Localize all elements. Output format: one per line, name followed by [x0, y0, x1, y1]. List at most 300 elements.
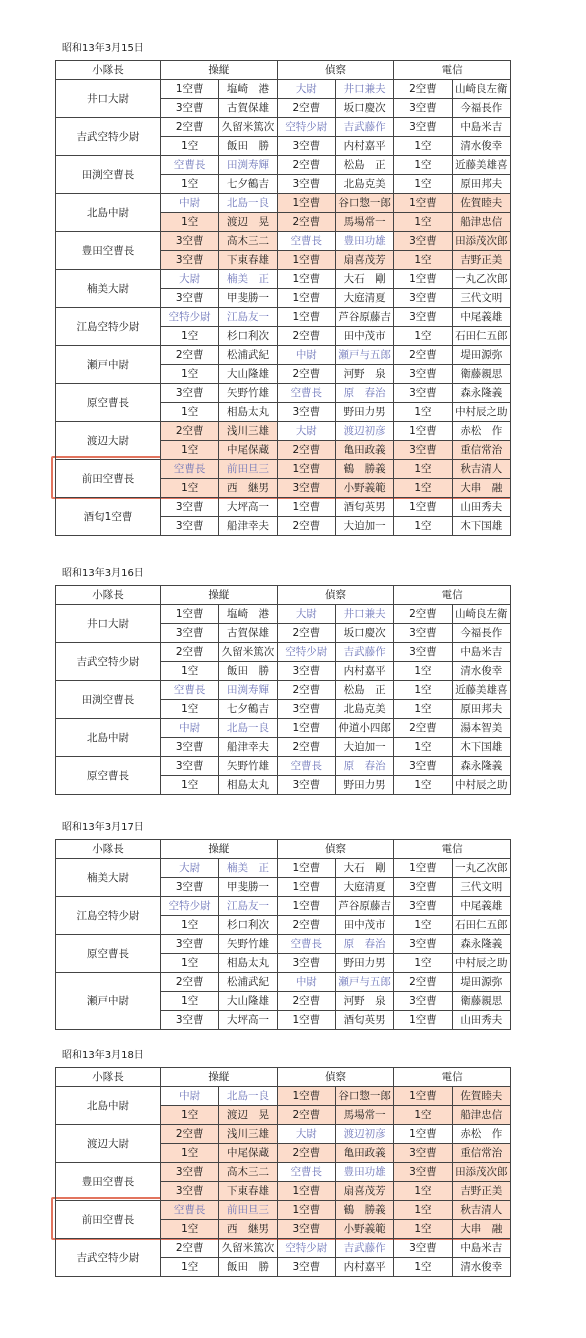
pilot-rank: 3空曹 [161, 624, 219, 643]
leader-cell: 楠美大尉 [56, 859, 161, 897]
radio-rank: 1空 [394, 460, 452, 479]
recon-rank: 大尉 [277, 605, 335, 624]
pilot-rank: 空特少尉 [161, 897, 219, 916]
radio-rank: 1空 [394, 954, 452, 973]
pilot-rank: 1空 [161, 479, 219, 498]
radio-name: 森永隆義 [452, 935, 510, 954]
table-row [56, 308, 511, 327]
recon-name: 大石 剛 [335, 270, 393, 289]
leader-cell: 渡辺大尉 [56, 422, 161, 460]
recon-name: 谷口惣一郎 [335, 1087, 393, 1106]
leader-cell: 前田空曹長 [56, 460, 161, 498]
pilot-name: 北島一良 [219, 194, 277, 213]
recon-rank: 1空曹 [277, 897, 335, 916]
pilot-rank: 中尉 [161, 1087, 219, 1106]
radio-name: 原田邦夫 [452, 175, 510, 194]
pilot-name: 甲斐勝一 [219, 289, 277, 308]
recon-name: 馬場常一 [335, 213, 393, 232]
radio-name: 田添茂次郎 [452, 1163, 510, 1182]
pilot-rank: 1空 [161, 662, 219, 681]
leader-cell: 瀬戸中尉 [56, 973, 161, 1030]
pilot-rank: 3空曹 [161, 878, 219, 897]
table-row [56, 897, 511, 916]
pilot-name: 高木三二 [219, 1163, 277, 1182]
pilot-name: 江島友一 [219, 897, 277, 916]
radio-name: 佐賀睦夫 [452, 194, 510, 213]
leader-cell: 原空曹長 [56, 384, 161, 422]
radio-name: 石田仁五郎 [452, 327, 510, 346]
pilot-name: 松浦武紀 [219, 346, 277, 365]
recon-name: 原 春治 [335, 935, 393, 954]
radio-name: 中村辰之助 [452, 403, 510, 422]
pilot-name: 飯田 勝 [219, 662, 277, 681]
radio-name: 森永隆義 [452, 384, 510, 403]
pilot-name: 西 継男 [219, 479, 277, 498]
radio-name: 近藤美雄喜 [452, 681, 510, 700]
recon-name: 野田力男 [335, 403, 393, 422]
recon-rank: 1空曹 [277, 1087, 335, 1106]
radio-rank: 1空 [394, 156, 452, 175]
pilot-rank: 3空曹 [161, 517, 219, 536]
pilot-name: 中尾保蔵 [219, 1144, 277, 1163]
recon-rank: 2空曹 [277, 99, 335, 118]
pilot-name: 北島一良 [219, 719, 277, 738]
radio-rank: 1空曹 [394, 859, 452, 878]
pilot-name: 相島太丸 [219, 403, 277, 422]
header-leader: 小隊長 [56, 840, 161, 859]
recon-rank: 大尉 [277, 1125, 335, 1144]
schedule-table [55, 839, 511, 1030]
pilot-rank: 空曹長 [161, 460, 219, 479]
recon-name: 河野 泉 [335, 992, 393, 1011]
radio-rank: 2空曹 [394, 719, 452, 738]
table-row [56, 270, 511, 289]
radio-rank: 3空曹 [394, 1239, 452, 1258]
recon-rank: 3空曹 [277, 776, 335, 795]
pilot-rank: 2空曹 [161, 1125, 219, 1144]
radio-name: 田添茂次郎 [452, 232, 510, 251]
leader-cell: 井口大尉 [56, 80, 161, 118]
recon-name: 大庭清夏 [335, 878, 393, 897]
pilot-name: 浅川三雄 [219, 422, 277, 441]
recon-rank: 1空曹 [277, 308, 335, 327]
recon-name: 豊田功雄 [335, 232, 393, 251]
recon-name: 田中茂市 [335, 327, 393, 346]
radio-name: 赤松 作 [452, 1125, 510, 1144]
pilot-name: 船津幸夫 [219, 738, 277, 757]
header-row [56, 840, 511, 859]
pilot-rank: 3空曹 [161, 384, 219, 403]
recon-rank: 1空曹 [277, 194, 335, 213]
pilot-rank: 2空曹 [161, 422, 219, 441]
pilot-rank: 1空 [161, 137, 219, 156]
pilot-rank: 空曹長 [161, 156, 219, 175]
radio-rank: 2空曹 [394, 973, 452, 992]
pilot-rank: 1空曹 [161, 605, 219, 624]
radio-name: 中村辰之助 [452, 776, 510, 795]
leader-cell: 前田空曹長 [56, 1201, 161, 1239]
radio-rank: 1空 [394, 479, 452, 498]
pilot-rank: 2空曹 [161, 118, 219, 137]
leader-cell: 北島中尉 [56, 194, 161, 232]
pilot-rank: 1空 [161, 1220, 219, 1239]
radio-rank: 3空曹 [394, 441, 452, 460]
table-row [56, 605, 511, 624]
pilot-rank: 中尉 [161, 719, 219, 738]
section-date: 昭和13年3月16日 [62, 568, 144, 579]
recon-name: 野田力男 [335, 954, 393, 973]
pilot-rank: 1空 [161, 1144, 219, 1163]
radio-name: 近藤美雄喜 [452, 156, 510, 175]
leader-cell: 原空曹長 [56, 757, 161, 795]
pilot-rank: 2空曹 [161, 643, 219, 662]
pilot-rank: 中尉 [161, 194, 219, 213]
radio-name: 湯本智美 [452, 719, 510, 738]
recon-name: 小野義範 [335, 1220, 393, 1239]
pilot-name: 久留米篤次 [219, 643, 277, 662]
radio-name: 山崎良左衛 [452, 605, 510, 624]
recon-name: 渡辺初彦 [335, 1125, 393, 1144]
recon-name: 谷口惣一郎 [335, 194, 393, 213]
radio-rank: 3空曹 [394, 992, 452, 1011]
leader-cell: 吉武空特少尉 [56, 643, 161, 681]
pilot-name: 相島太丸 [219, 954, 277, 973]
recon-rank: 中尉 [277, 346, 335, 365]
leader-cell: 豊田空曹長 [56, 232, 161, 270]
section-date: 昭和13年3月15日 [62, 43, 144, 54]
recon-name: 野田力男 [335, 776, 393, 795]
recon-name: 扇喜茂芳 [335, 1182, 393, 1201]
recon-name: 大迫加一 [335, 738, 393, 757]
radio-name: 木下国雄 [452, 738, 510, 757]
pilot-name: 北島一良 [219, 1087, 277, 1106]
radio-rank: 1空 [394, 1220, 452, 1239]
radio-name: 大串 融 [452, 1220, 510, 1239]
pilot-rank: 空曹長 [161, 1201, 219, 1220]
radio-rank: 3空曹 [394, 1163, 452, 1182]
recon-rank: 空曹長 [277, 935, 335, 954]
recon-rank: 空特少尉 [277, 643, 335, 662]
radio-rank: 1空曹 [394, 270, 452, 289]
radio-name: 石田仁五郎 [452, 916, 510, 935]
leader-cell: 渡辺大尉 [56, 1125, 161, 1163]
pilot-rank: 1空 [161, 954, 219, 973]
table-row [56, 422, 511, 441]
pilot-name: 大山隆雄 [219, 365, 277, 384]
pilot-rank: 1空 [161, 327, 219, 346]
radio-rank: 3空曹 [394, 643, 452, 662]
pilot-rank: 1空曹 [161, 80, 219, 99]
pilot-rank: 3空曹 [161, 289, 219, 308]
pilot-rank: 3空曹 [161, 935, 219, 954]
recon-name: 大石 剛 [335, 859, 393, 878]
recon-rank: 1空曹 [277, 270, 335, 289]
pilot-rank: 1空 [161, 403, 219, 422]
pilot-rank: 1空 [161, 916, 219, 935]
radio-name: 秋吉清人 [452, 1201, 510, 1220]
radio-rank: 3空曹 [394, 232, 452, 251]
pilot-rank: 3空曹 [161, 1163, 219, 1182]
recon-name: 井口兼夫 [335, 605, 393, 624]
pilot-name: 古賀保雄 [219, 99, 277, 118]
recon-rank: 3空曹 [277, 403, 335, 422]
pilot-rank: 3空曹 [161, 757, 219, 776]
recon-rank: 3空曹 [277, 137, 335, 156]
recon-rank: 空特少尉 [277, 118, 335, 137]
radio-rank: 3空曹 [394, 935, 452, 954]
radio-name: 山田秀夫 [452, 1011, 510, 1030]
header-recon: 偵察 [277, 61, 394, 80]
recon-name: 松島 正 [335, 156, 393, 175]
pilot-name: 江島友一 [219, 308, 277, 327]
pilot-rank: 空特少尉 [161, 308, 219, 327]
pilot-rank: 1空 [161, 175, 219, 194]
radio-name: 吉野正美 [452, 1182, 510, 1201]
pilot-rank: 3空曹 [161, 498, 219, 517]
header-radio: 電信 [394, 840, 511, 859]
radio-rank: 1空曹 [394, 422, 452, 441]
radio-rank: 1空曹 [394, 194, 452, 213]
pilot-rank: 1空 [161, 213, 219, 232]
section-date: 昭和13年3月17日 [62, 822, 144, 833]
pilot-name: 久留米篤次 [219, 1239, 277, 1258]
table-row [56, 194, 511, 213]
recon-rank: 空特少尉 [277, 1239, 335, 1258]
radio-name: 原田邦夫 [452, 700, 510, 719]
pilot-name: 田渕寿輝 [219, 156, 277, 175]
radio-rank: 1空曹 [394, 498, 452, 517]
radio-rank: 1空 [394, 175, 452, 194]
pilot-name: 渡辺 晃 [219, 1106, 277, 1125]
radio-name: 中尾義雄 [452, 897, 510, 916]
recon-name: 瀬戸与五郎 [335, 346, 393, 365]
pilot-name: 飯田 勝 [219, 137, 277, 156]
radio-name: 船津忠信 [452, 213, 510, 232]
table-row [56, 460, 511, 479]
pilot-name: 前田旦三 [219, 460, 277, 479]
radio-rank: 1空曹 [394, 1087, 452, 1106]
recon-rank: 3空曹 [277, 700, 335, 719]
table-row [56, 80, 511, 99]
radio-rank: 2空曹 [394, 346, 452, 365]
recon-rank: 空曹長 [277, 232, 335, 251]
header-leader: 小隊長 [56, 61, 161, 80]
pilot-name: 七夕鶴吉 [219, 700, 277, 719]
radio-rank: 3空曹 [394, 289, 452, 308]
header-radio: 電信 [394, 1068, 511, 1087]
recon-rank: 2空曹 [277, 365, 335, 384]
pilot-name: 船津幸夫 [219, 517, 277, 536]
recon-name: 大庭清夏 [335, 289, 393, 308]
pilot-name: 大山隆雄 [219, 992, 277, 1011]
radio-rank: 3空曹 [394, 878, 452, 897]
table-row [56, 1239, 511, 1258]
radio-rank: 3空曹 [394, 897, 452, 916]
pilot-name: 浅川三雄 [219, 1125, 277, 1144]
recon-rank: 3空曹 [277, 479, 335, 498]
recon-name: 原 春治 [335, 384, 393, 403]
pilot-rank: 3空曹 [161, 232, 219, 251]
recon-name: 河野 泉 [335, 365, 393, 384]
radio-name: 船津忠信 [452, 1106, 510, 1125]
header-row [56, 1068, 511, 1087]
recon-rank: 中尉 [277, 973, 335, 992]
pilot-name: 中尾保蔵 [219, 441, 277, 460]
pilot-name: 飯田 勝 [219, 1258, 277, 1277]
table-row [56, 118, 511, 137]
leader-cell: 楠美大尉 [56, 270, 161, 308]
table-row [56, 346, 511, 365]
table-row [56, 643, 511, 662]
table-row [56, 384, 511, 403]
radio-name: 今福長作 [452, 624, 510, 643]
radio-name: 一丸乙次郎 [452, 270, 510, 289]
recon-rank: 2空曹 [277, 156, 335, 175]
header-row [56, 61, 511, 80]
radio-rank: 2空曹 [394, 605, 452, 624]
recon-rank: 空曹長 [277, 384, 335, 403]
header-pilot: 操縦 [161, 840, 278, 859]
pilot-rank: 3空曹 [161, 251, 219, 270]
recon-rank: 大尉 [277, 80, 335, 99]
radio-rank: 1空 [394, 403, 452, 422]
recon-rank: 3空曹 [277, 954, 335, 973]
pilot-name: 矢野竹雄 [219, 757, 277, 776]
radio-name: 中島米吉 [452, 1239, 510, 1258]
recon-name: 仲道小四郎 [335, 719, 393, 738]
recon-rank: 3空曹 [277, 662, 335, 681]
pilot-rank: 3空曹 [161, 738, 219, 757]
radio-rank: 1空 [394, 662, 452, 681]
recon-rank: 2空曹 [277, 624, 335, 643]
pilot-name: 楠美 正 [219, 859, 277, 878]
pilot-rank: 2空曹 [161, 346, 219, 365]
radio-rank: 1空 [394, 1201, 452, 1220]
recon-name: 原 春治 [335, 757, 393, 776]
pilot-name: 古賀保雄 [219, 624, 277, 643]
radio-rank: 1空 [394, 700, 452, 719]
schedule-table [55, 1067, 511, 1277]
pilot-name: 杉口利次 [219, 327, 277, 346]
recon-rank: 2空曹 [277, 1106, 335, 1125]
pilot-name: 渡辺 晃 [219, 213, 277, 232]
radio-rank: 1空曹 [394, 1125, 452, 1144]
pilot-name: 七夕鶴吉 [219, 175, 277, 194]
radio-name: 衛藤親思 [452, 365, 510, 384]
pilot-rank: 1空 [161, 441, 219, 460]
recon-rank: 1空曹 [277, 859, 335, 878]
pilot-rank: 2空曹 [161, 1239, 219, 1258]
recon-name: 北島克美 [335, 175, 393, 194]
recon-rank: 1空曹 [277, 460, 335, 479]
recon-name: 酒匂英男 [335, 1011, 393, 1030]
recon-name: 亀田政義 [335, 1144, 393, 1163]
radio-name: 重信常治 [452, 1144, 510, 1163]
section-date: 昭和13年3月18日 [62, 1050, 144, 1061]
recon-name: 北島克美 [335, 700, 393, 719]
pilot-name: 塩崎 港 [219, 80, 277, 99]
recon-rank: 1空曹 [277, 1182, 335, 1201]
recon-name: 芦谷原藤吉 [335, 308, 393, 327]
recon-name: 鶴 勝義 [335, 460, 393, 479]
recon-rank: 1空曹 [277, 719, 335, 738]
radio-name: 今福長作 [452, 99, 510, 118]
pilot-rank: 2空曹 [161, 973, 219, 992]
recon-rank: 空曹長 [277, 1163, 335, 1182]
leader-cell: 田渕空曹長 [56, 681, 161, 719]
radio-name: 中尾義雄 [452, 308, 510, 327]
radio-rank: 2空曹 [394, 80, 452, 99]
radio-name: 堤田源弥 [452, 346, 510, 365]
radio-name: 重信常治 [452, 441, 510, 460]
radio-rank: 1空 [394, 213, 452, 232]
radio-name: 中村辰之助 [452, 954, 510, 973]
recon-rank: 2空曹 [277, 517, 335, 536]
pilot-name: 矢野竹雄 [219, 935, 277, 954]
radio-name: 秋吉清人 [452, 460, 510, 479]
radio-rank: 3空曹 [394, 1144, 452, 1163]
table-row [56, 1201, 511, 1220]
radio-rank: 1空 [394, 1106, 452, 1125]
recon-name: 芦谷原藤吉 [335, 897, 393, 916]
table-row [56, 156, 511, 175]
recon-name: 亀田政義 [335, 441, 393, 460]
pilot-rank: 1空 [161, 1106, 219, 1125]
recon-name: 豊田功雄 [335, 1163, 393, 1182]
radio-name: 衛藤親思 [452, 992, 510, 1011]
recon-rank: 1空曹 [277, 289, 335, 308]
recon-rank: 1空曹 [277, 498, 335, 517]
pilot-name: 相島太丸 [219, 776, 277, 795]
radio-name: 佐賀睦夫 [452, 1087, 510, 1106]
recon-name: 吉武藤作 [335, 643, 393, 662]
recon-rank: 1空曹 [277, 1011, 335, 1030]
recon-rank: 2空曹 [277, 213, 335, 232]
recon-rank: 大尉 [277, 422, 335, 441]
radio-name: 赤松 作 [452, 422, 510, 441]
header-leader: 小隊長 [56, 586, 161, 605]
radio-name: 中島米吉 [452, 118, 510, 137]
recon-name: 吉武藤作 [335, 118, 393, 137]
radio-rank: 1空 [394, 681, 452, 700]
header-recon: 偵察 [277, 586, 394, 605]
recon-name: 小野義範 [335, 479, 393, 498]
schedule-table [55, 585, 511, 795]
leader-cell: 江島空特少尉 [56, 897, 161, 935]
radio-name: 三代文明 [452, 289, 510, 308]
pilot-rank: 空曹長 [161, 681, 219, 700]
recon-rank: 2空曹 [277, 681, 335, 700]
pilot-rank: 1空 [161, 776, 219, 795]
leader-cell: 瀬戸中尉 [56, 346, 161, 384]
header-recon: 偵察 [277, 840, 394, 859]
pilot-name: 西 継男 [219, 1220, 277, 1239]
radio-rank: 3空曹 [394, 757, 452, 776]
radio-name: 清水俊幸 [452, 662, 510, 681]
leader-cell: 北島中尉 [56, 719, 161, 757]
table-row [56, 1125, 511, 1144]
table-row [56, 232, 511, 251]
radio-rank: 1空 [394, 137, 452, 156]
leader-cell: 井口大尉 [56, 605, 161, 643]
recon-rank: 2空曹 [277, 738, 335, 757]
recon-name: 馬場常一 [335, 1106, 393, 1125]
radio-name: 大串 融 [452, 479, 510, 498]
radio-name: 堤田源弥 [452, 973, 510, 992]
radio-rank: 1空 [394, 776, 452, 795]
header-radio: 電信 [394, 61, 511, 80]
pilot-name: 大坪高一 [219, 1011, 277, 1030]
